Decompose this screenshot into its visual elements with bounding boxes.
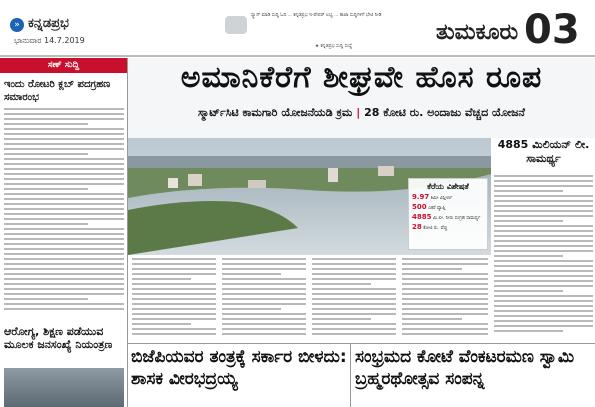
lake-facts-box xyxy=(408,178,488,250)
fact-value: 9.97 xyxy=(412,193,430,201)
bottom-divider xyxy=(350,344,351,407)
subhead-right: 28 ಕೋಟಿ ರು. ಅಂದಾಜು ವೆಚ್ಚದ ಯೋಜನೆ xyxy=(364,106,525,119)
bottom-headline-left: ಬಿಜೆಪಿಯವರ ತಂತ್ರಕ್ಕೆ ಸರ್ಕಾರ ಬೀಳದು: ಶಾಸಕ ವೀರಭದ್ರಯ್ಯ xyxy=(131,347,347,389)
brief-body xyxy=(4,108,124,314)
article-column-4 xyxy=(402,258,488,342)
lead-headline: ಅಮಾನಿಕೆರೆಗೆ ಶೀಘ್ರವೇ ಹೊಸ ರೂಪ xyxy=(180,60,543,95)
header-rule xyxy=(0,55,595,57)
article-column-1 xyxy=(132,258,216,342)
bottom-headline-right: ಸಂಭ್ರಮದ ಕೋಟೆ ವೆಂಕಟರಮಣ ಸ್ವಾಮಿ ಬ್ರಹ್ಮರಥೋತ್ಸವ ಸಂಪನ್ನ xyxy=(355,347,575,389)
fact-text: ಎಕರೆ ವ್ಯಾಪ್ತಿ xyxy=(428,206,446,211)
left-column xyxy=(0,58,127,407)
masthead xyxy=(10,14,130,48)
sidebar-headline: 4885 ಮಿಲಿಯನ್ ಲೀ. ಸಾಮರ್ಥ್ಯ xyxy=(497,138,590,165)
brief-headline: ಇಂದು ರೋಟರಿ ಕ್ಲಬ್‌ ಪದಗ್ರಹಣ ಸಮಾರಂಭ xyxy=(4,79,111,103)
paper-name: ಕನ್ನಡಪ್ರಭ xyxy=(28,16,69,31)
health-headline: ಆರೋಗ್ಯ, ಶಿಕ್ಷಣ ಪಡೆಯುವ ಮೂಲಕ ಜನಸಂಖ್ಯೆ ನಿಯಂತ್ರಣ xyxy=(4,325,113,351)
bottom-rule xyxy=(128,343,595,344)
sidebar-tail xyxy=(494,338,593,342)
chat-bubble-icon xyxy=(225,16,247,34)
article-column-3 xyxy=(312,258,396,342)
fact-item xyxy=(412,204,484,212)
fact-text: ಮಿ.ಲೀ. ನೀರು ಸಂಗ್ರಹ ಸಾಮರ್ಥ್ಯ xyxy=(432,216,481,221)
fact-value: 28 xyxy=(412,223,422,231)
promo-byline: ★ ಕನ್ನಡಪ್ರಭ ಸುದ್ದಿ ಸಂಸ್ಥೆ xyxy=(315,44,353,49)
promo-text: ಸ್ಕ್ಯಾನ್ ಮಾಡಿ ಸುದ್ದಿ ಓದಿ ... ಕನ್ನಡಪ್ರಭ ಇ-ಪೇಪರ್ ಲಭ್ಯ ... ತಾಜಾ ಸುದ್ದಿಗಳಿಗೆ ಭೇಟಿ ನೀಡಿ xyxy=(251,13,382,18)
article-column-2 xyxy=(222,258,306,342)
section-band: ಸಣ್ ಸುದ್ದಿ xyxy=(0,58,127,73)
fact-text: ಕಿಮೀ ವಿಸ್ತೀರ್ಣ xyxy=(430,196,453,201)
promo-box xyxy=(225,12,405,52)
lead-subheadline xyxy=(128,106,595,120)
page-number: 03 xyxy=(524,7,580,53)
fact-item xyxy=(412,194,484,202)
issue-date: ಭಾನುವಾರ 14.7.2019 xyxy=(14,36,85,45)
sidebar-body xyxy=(494,175,593,335)
subhead-separator: | xyxy=(356,106,361,119)
lead-banner xyxy=(128,58,595,138)
fact-value: 500 xyxy=(412,203,427,211)
event-photo xyxy=(4,368,124,407)
fact-value: 4885 xyxy=(412,213,432,221)
fact-text: ಕೋಟಿ ರು. ವೆಚ್ಚ xyxy=(423,226,448,231)
paper-logo-icon: » xyxy=(10,18,24,32)
facts-title: ಕೆರೆಯ ವಿಶೇಷತೆ xyxy=(427,182,469,191)
fact-item xyxy=(412,214,484,222)
subhead-left: ಸ್ಮಾರ್ಟ್‌ಸಿಟಿ ಕಾಮಗಾರಿ ಯೋಜನೆಯಡಿ ಕ್ರಮ xyxy=(198,106,353,119)
fact-item xyxy=(412,224,484,232)
city-name: ತುಮಕೂರು xyxy=(436,20,519,45)
